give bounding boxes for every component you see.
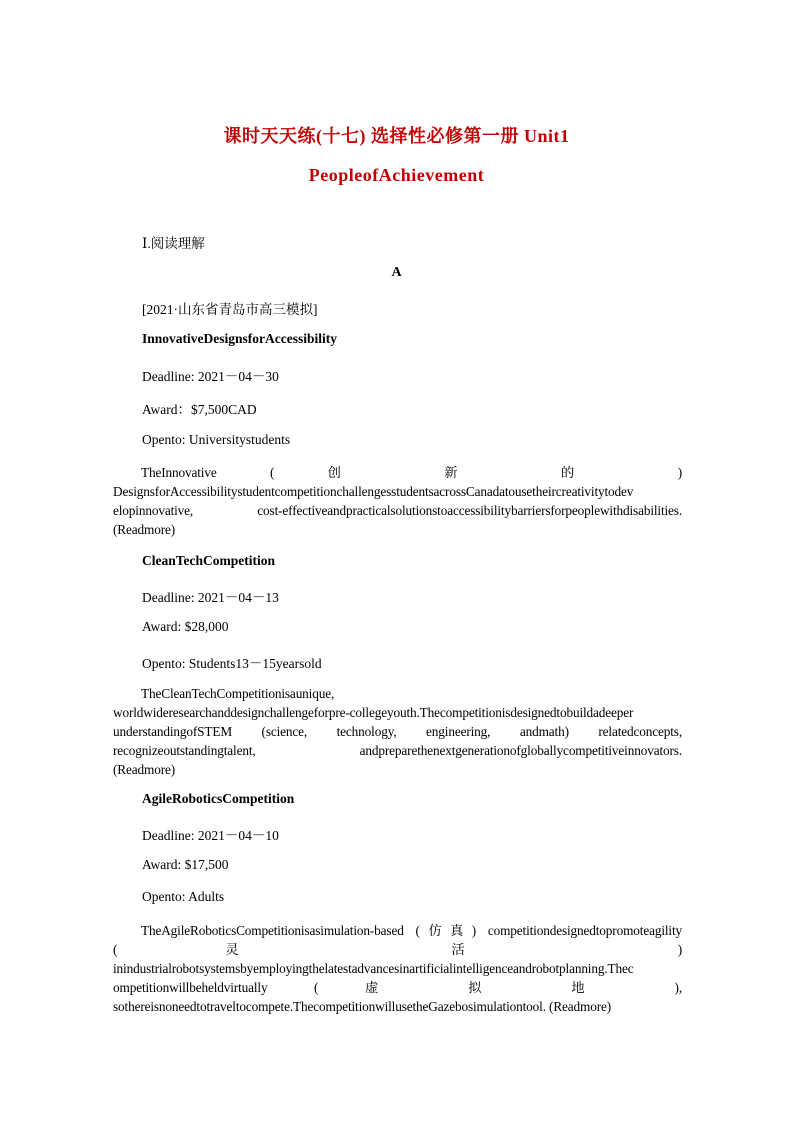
description-line: TheInnovative ( 创 新 的 ) [141,465,682,480]
competition-name: AgileRoboticsCompetition [142,791,295,806]
section-label: Ⅰ.阅读理解 [142,236,205,251]
competition-award: Award: $17,500 [142,857,229,872]
description-line: recognizeoutstandingtalent, andpreparethenextgenerationofgloballycompetitiveinnovators. [113,743,682,758]
source-label: [2021·山东省青岛市高三模拟] [142,302,318,317]
part-label: A [391,265,402,280]
description-line: inindustrialrobotsystemsbyemployingthelatestadvancesinartificialintelligenceandrobotplanning.Thec [113,961,634,976]
competition-description [113,684,682,779]
competition-deadline: Deadline: 2021－04－10 [142,828,279,843]
description-line: TheAgileRoboticsCompetitionisasimulation-based (仿真) competitiondesignedtopromoteagility [141,923,682,938]
description-line: TheCleanTechCompetitionisaunique, [141,686,335,701]
competition-deadline: Deadline: 2021－04－30 [142,369,279,384]
competition-open-to: Opento: Students13－15yearsold [142,656,322,671]
competition-description [113,921,682,1016]
competition-open-to: Opento: Universitystudents [142,432,291,447]
page-subtitle: PeopleofAchievement [308,165,485,185]
read-more-link[interactable]: sothereisnoneedtotraveltocompete.ThecompetitionwillusetheGazebosimulationtool. (Readmore) [113,999,612,1014]
competition-award: Award: $28,000 [142,619,229,634]
competition-deadline: Deadline: 2021－04－13 [142,590,279,605]
description-line: ompetitionwillbeheldvirtually ( 虚 拟 地 ), [113,980,682,995]
page-title: 课时天天练(十七) 选择性必修第一册 Unit1 [223,126,570,146]
competition-description [113,463,682,539]
competition-award: Award：$7,500CAD [142,402,257,417]
description-line: understandingofSTEM (science, technology, engineering, andmath) relatedconcepts, [113,724,682,739]
description-line: elopinnovative, cost-effectiveandpracticalsolutionstoaccessibilitybarriersforpeoplewithdisabilities. [113,503,682,518]
read-more-link[interactable]: (Readmore) [113,762,175,777]
description-line: DesignsforAccessibilitystudentcompetitionchallengesstudentsacrossCanadatousetheircreativitytodev [113,484,634,499]
description-line: worldwideresearchanddesignchallengeforpre-collegeyouth.Thecompetitionisdesignedtobuildadeeper [113,705,634,720]
competition-name: InnovativeDesignsforAccessibility [142,331,337,346]
competition-name: CleanTechCompetition [142,553,276,568]
read-more-link[interactable]: (Readmore) [113,522,175,537]
competition-open-to: Opento: Adults [142,889,225,904]
description-line: ( 灵 活 ) [113,942,682,957]
